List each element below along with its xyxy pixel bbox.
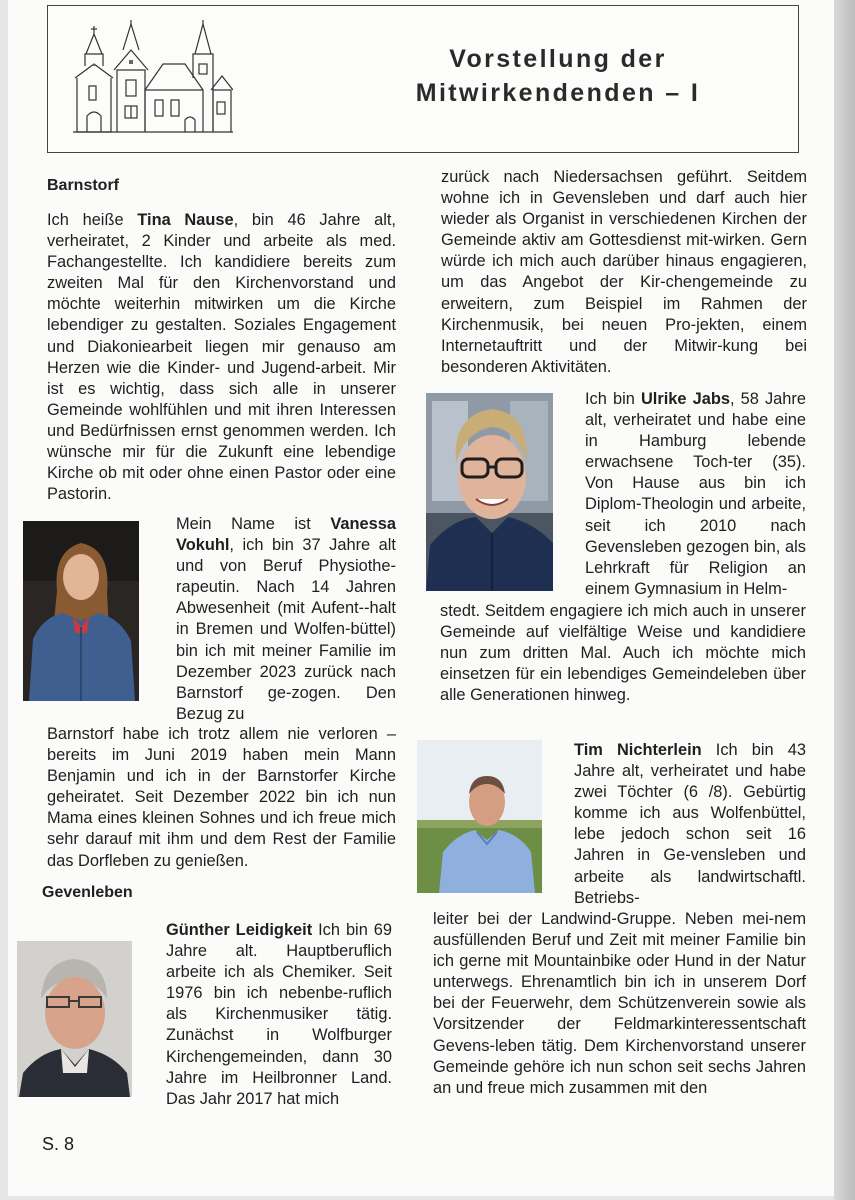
bio-guenther-leidigkeit-continued: zurück nach Niedersachsen geführt. Seitdem wohne ich in Gevensleben und darf auch hier wieder als Organist in verschiedenen Kirchen der Gemeinde aktiv am Gottesdienst mit-wirken. Gern würde ich mich auch darüber hinaus engagieren, um das Angebot der Kir-chengemeinde zu erweitern, zum Beispiel im Rahmen der Kirchenmusik, bei neuen Pro-jekten, einem Internetauftritt und der Mitwir-kung bei besonderen Aktivitäten. xyxy=(441,168,807,376)
title-line-2: Mitwirkendenden – I xyxy=(415,79,701,107)
bio-ulrike-jabs-part2: stedt. Seitdem engagiere ich mich auch in unserer Gemeinde auf vielfältige Weise und kandidiere nun zum dritten Mal. Auch ich möchte mich einsetzen für ein lebendiges Gemeindeleben über alle Generationen hinweg. xyxy=(440,602,806,705)
bio-vanessa-vokuhl-part1: Mein Name ist Vanessa Vokuhl, ich bin 37 Jahre alt und von Beruf Physiothe-rapeutin. Nach 14 Jahren Abwesenheit (mit Aufent--halt in Bremen und Wolfen-büttel) bin ich mit meiner Familie im Dezember 2023 zurück nach Barnstorf ge-zogen. Den Bezug zu xyxy=(176,515,396,723)
page-number: S. 8 xyxy=(42,1134,75,1154)
section-heading-gevensleben: Gevenleben xyxy=(42,884,133,901)
name-tina-nause: Tina Nause xyxy=(137,211,234,229)
name-guenther-leidigkeit: Günther Leidigkeit xyxy=(166,921,313,939)
name-tim-nichterlein: Tim Nichterlein xyxy=(574,741,702,759)
photo-guenther-leidigkeit xyxy=(17,941,132,1097)
bio-tim-nichterlein-part1: Tim Nichterlein Ich bin 43 Jahre alt, verheiratet und habe zwei Töchter (6 /8). Gebürtig komme ich aus Wolfenbüttel, lebe jedoch schon seit 16 Jahren in Ge-vensleben und arbeite als landwirtschaftl. Betriebs- xyxy=(574,741,806,907)
bio-tim-nichterlein-part2: leiter bei der Landwind-Gruppe. Neben mei-nem ausfüllenden Beruf und Zeit mit meiner Familie bin ich gerne mit Mountainbike oder Hund in der Natur unterwegs. Ehrenamtlich bin ich in unserem Dorf bei der Feuerwehr, dem Schützenverein sowie als Vorsitzender der Feldmarkinteressentschaft Gevens-leben tätig. Dem Kirchenvorstand unserer Gemeinde gehöre ich nun schon seit sechs Jahren an und freue mich zusammen mit den xyxy=(433,910,806,1097)
bio-tina-nause: Ich heiße Tina Nause, bin 46 Jahre alt, verheiratet, 2 Kinder und arbeite als med. Fachangestellte. Ich kandidiere bereits zum zweiten Mal für den Kirchenvorstand und möchte weiterhin mitwirken um die Kirche lebendiger zu gestalten. Soziales Engagement und Diakoniearbeit liegen mir genauso am Herzen wie die Kinder- und Jugend-arbeit. Mir ist es wichtig, dass sich alle in unserer Gemeinde wohlfühlen und mit ihren Interessen und Bedürfnissen ernst genommen werden. Ich wünsche mir für die Zukunft eine lebendige Kirche ob mit oder ohne einen Pastor oder eine Pastorin. xyxy=(47,211,396,504)
name-vanessa-vokuhl: Vanessa Vokuhl xyxy=(176,515,396,555)
bio-ulrike-jabs-part1: Ich bin Ulrike Jabs, 58 Jahre alt, verheiratet und habe eine in Hamburg lebende erwachsene Toch-ter (35). Von Hause aus bin ich Diplom-Theologin und arbeite, seit ich 2010 nach Gevensleben gezogen bin, als Lehrkraft für Religion an einem Gymnasium in Helm- xyxy=(585,390,806,598)
photo-ulrike-jabs xyxy=(426,393,553,591)
title-line-1: Vorstellung der xyxy=(449,45,667,73)
page-edge-shadow xyxy=(834,0,855,1200)
photo-tim-nichterlein xyxy=(417,740,542,893)
page-title xyxy=(348,42,768,110)
section-heading-barnstorf: Barnstorf xyxy=(47,177,120,194)
bio-vanessa-vokuhl-part2: Barnstorf habe ich trotz allem nie verloren – bereits im Juni 2019 haben mein Mann Benjamin und ich in der Barnstorfer Kirche geheiratet. Seit Dezember 2022 bin ich nun Mama eines kleinen Sohnes und ich freue mich sehr darauf mit ihm und dem Rest der Familie das Dorfleben zu genießen. xyxy=(47,725,396,870)
church-sketch-icon xyxy=(73,20,233,135)
photo-vanessa-vokuhl xyxy=(23,521,139,701)
bio-guenther-leidigkeit: Günther Leidigkeit Ich bin 69 Jahre alt. Hauptberuflich arbeite ich als Chemiker. Seit 1976 bin ich nebenbe-ruflich als Kirchenmusiker tätig. Zunächst in Wolfburger Kirchengemeinden, dann 30 Jahre im Heilbronner Land. Das Jahr 2017 hat mich xyxy=(166,921,392,1108)
name-ulrike-jabs: Ulrike Jabs xyxy=(640,390,730,408)
header-box xyxy=(47,5,799,153)
